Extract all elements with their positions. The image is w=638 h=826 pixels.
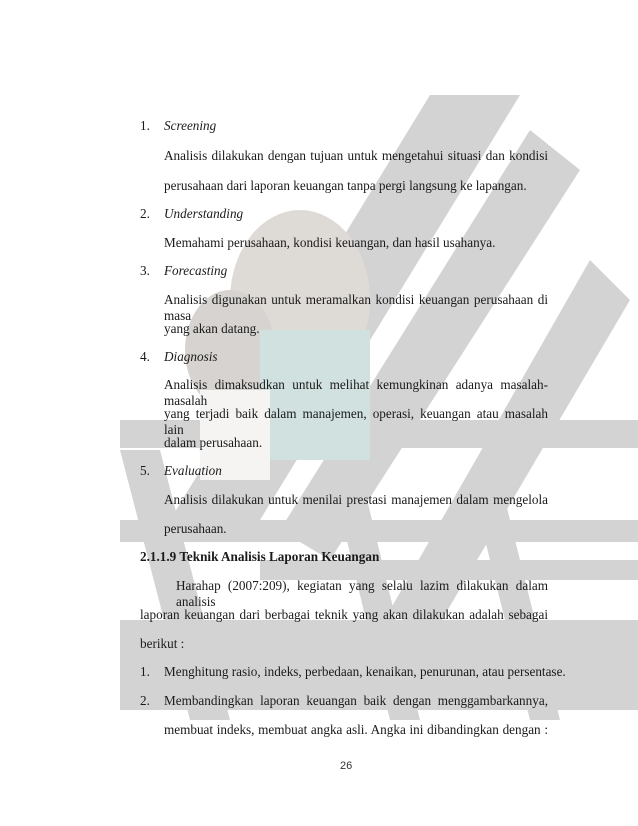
list-item-number: 2. — [140, 693, 150, 708]
list-item-number: 3. — [140, 263, 150, 278]
section-heading: 2.1.1.9 Teknik Analisis Laporan Keuangan — [140, 549, 380, 564]
list-item-text: Analisis digunakan untuk meramalkan kondisi keuangan perusahaan di masa — [164, 292, 548, 323]
list-item-text: yang akan datang. — [164, 321, 260, 336]
list-item-text: perusahaan. — [164, 521, 227, 536]
list-item-text: perusahaan dari laporan keuangan tanpa pergi langsung ke lapangan. — [164, 178, 527, 193]
list-item-number: 1. — [140, 664, 150, 679]
list-item-text: Analisis dilakukan dengan tujuan untuk mengetahui situasi dan kondisi — [164, 148, 548, 163]
paragraph-line: Harahap (2007:209), kegiatan yang selalu lazim dilakukan dalam analisis — [176, 578, 548, 609]
list-item-title: Evaluation — [164, 463, 222, 478]
list-item-title: Forecasting — [164, 263, 228, 278]
list-item-title: Diagnosis — [164, 349, 218, 364]
list-item-text: Analisis dilakukan untuk menilai prestasi manajemen dalam mengelola — [164, 492, 548, 507]
list-item-text: Analisis dimaksudkan untuk melihat kemungkinan adanya masalah-masalah — [164, 377, 548, 408]
page-number: 26 — [340, 760, 353, 772]
list-item-text: Menghitung rasio, indeks, perbedaan, kenaikan, penurunan, atau persentase. — [164, 664, 566, 679]
list-item-text: Memahami perusahaan, kondisi keuangan, dan hasil usahanya. — [164, 235, 496, 250]
list-item-text: Membandingkan laporan keuangan baik dengan menggambarkannya, — [164, 693, 548, 708]
list-item-text: dalam perusahaan. — [164, 435, 263, 450]
paragraph-line: berikut : — [140, 636, 185, 651]
paragraph-line: laporan keuangan dari berbagai teknik yang akan dilakukan adalah sebagai — [140, 607, 548, 622]
list-item-title: Understanding — [164, 206, 244, 221]
list-item-text: membuat indeks, membuat angka asli. Angka ini dibandingkan dengan : — [164, 722, 548, 737]
list-item-text: yang terjadi baik dalam manajemen, operasi, keuangan atau masalah lain — [164, 406, 548, 437]
list-item-number: 4. — [140, 349, 150, 364]
list-item-number: 5. — [140, 463, 150, 478]
list-item-number: 1. — [140, 118, 150, 133]
list-item-number: 2. — [140, 206, 150, 221]
list-item-title: Screening — [164, 118, 217, 133]
